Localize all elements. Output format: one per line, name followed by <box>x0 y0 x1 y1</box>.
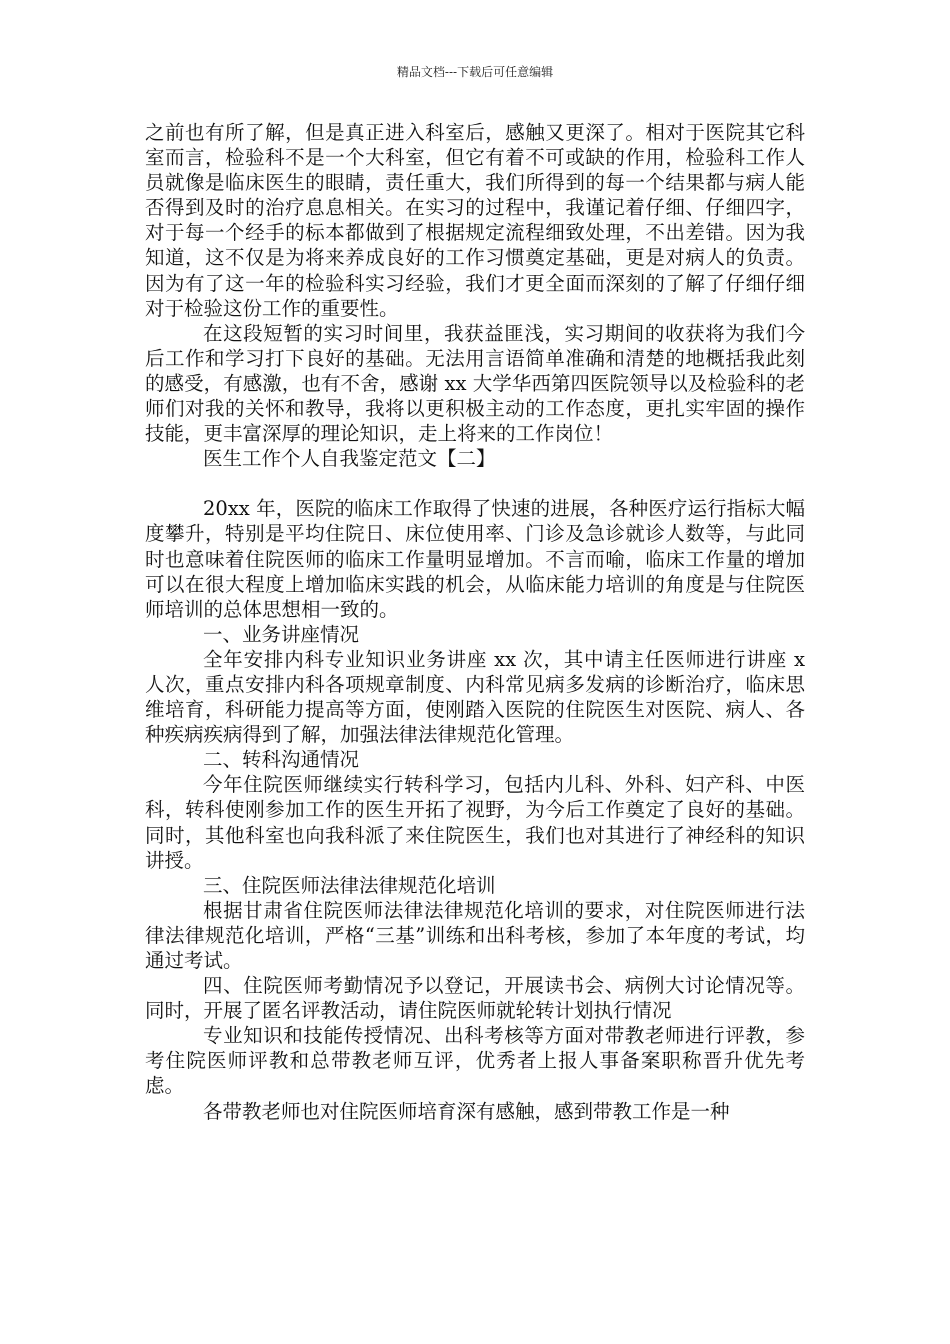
paragraph-attendance: 四、住院医师考勤情况予以登记，开展读书会、病例大讨论情况等。同时，开展了匿名评教活动，请住院医师就轮转计划执行情况 <box>145 974 805 1023</box>
paragraph-internship-gratitude: 在这段短暂的实习时间里，我获益匪浅，实习期间的收获将为我们今后工作和学习打下良好的基础。无法用言语简单准确和清楚的地概括我此刻的感受，有感激，也有不舍，感谢 xx 大学华西第四医院领导以及检验科的老师们对我的关怀和教导，我将以更积极主动的工作态度，更扎实牢固的操作技能，更丰富深厚的理论知识，走上将来的工作岗位！ <box>145 321 805 446</box>
page-header: 精品文档---下载后可任意编辑 <box>396 65 554 79</box>
paragraph-rotation: 今年住院医师继续实行转科学习，包括内儿科、外科、妇产科、中医科，转科使刚参加工作的医生开拓了视野，为今后工作奠定了良好的基础。同时，其他科室也向我科派了来住院医生，我们也对其进行了神经科的知识讲授。 <box>145 773 805 872</box>
paragraph-internship-reflection: 之前也有所了解，但是真正进入科室后，感触又更深了。相对于医院其它科室而言，检验科不是一个大科室，但它有着不可或缺的作用，检验科工作人员就像是临床医生的眼睛，责任重大，我们所得到的每一个结果都与病人能否得到及时的治疗息息相关。在实习的过程中，我谨记着仔细、仔细四字，对于每一个经手的标本都做到了根据规定流程细致处理，不出差错。因为我知道，这不仅是为将来养成良好的工作习惯奠定基础，更是对病人的负责。因为有了这一年的检验科实习经验，我们才更全面而深刻的了解了仔细仔细对于检验这份工作的重要性。 <box>145 121 805 320</box>
heading-rotation: 二、转科沟通情况 <box>203 748 360 772</box>
paragraph-teacher-feedback: 各带教老师也对住院医师培育深有感触，感到带教工作是一种 <box>203 1099 730 1123</box>
paragraph-clinical-progress: 20xx 年，医院的临床工作取得了快速的进展，各种医疗运行指标大幅度攀升，特别是平均住院日、床位使用率、门诊及急诊就诊人数等，与此同时也意味着住院医师的临床工作量明显增加。不言而喻，临床工作量的增加可以在很大程度上增加临床实践的机会，从临床能力培训的角度是与住院医师培训的总体思想相一致的。 <box>145 497 805 621</box>
paragraph-legal-training: 根据甘肃省住院医师法律法律规范化培训的要求，对住院医师进行法律法律规范化培训，严格“三基”训练和出科考核，参加了本年度的考试，均通过考试。 <box>145 898 805 972</box>
paragraph-teacher-evaluation: 专业知识和技能传授情况、出科考核等方面对带教老师进行评教，参考住院医师评教和总带教老师互评，优秀者上报人事备案职称晋升优先考虑。 <box>145 1024 805 1098</box>
heading-lectures: 一、业务讲座情况 <box>203 622 360 646</box>
document-body <box>145 120 805 1124</box>
paragraph-lectures: 全年安排内科专业知识业务讲座 xx 次，其中请主任医师进行讲座 x 人次，重点安排内科各项规章制度、内科常见病多发病的诊断治疗，临床思维培育，科研能力提高等方面，使刚踏入医院的住院医生对医院、病人、各种疾病疾病得到了解，加强法律法律规范化管理。 <box>145 647 805 747</box>
heading-legal-training: 三、住院医师法律法律规范化培训 <box>203 873 496 897</box>
section-title: 医生工作个人自我鉴定范文【二】 <box>203 447 496 471</box>
